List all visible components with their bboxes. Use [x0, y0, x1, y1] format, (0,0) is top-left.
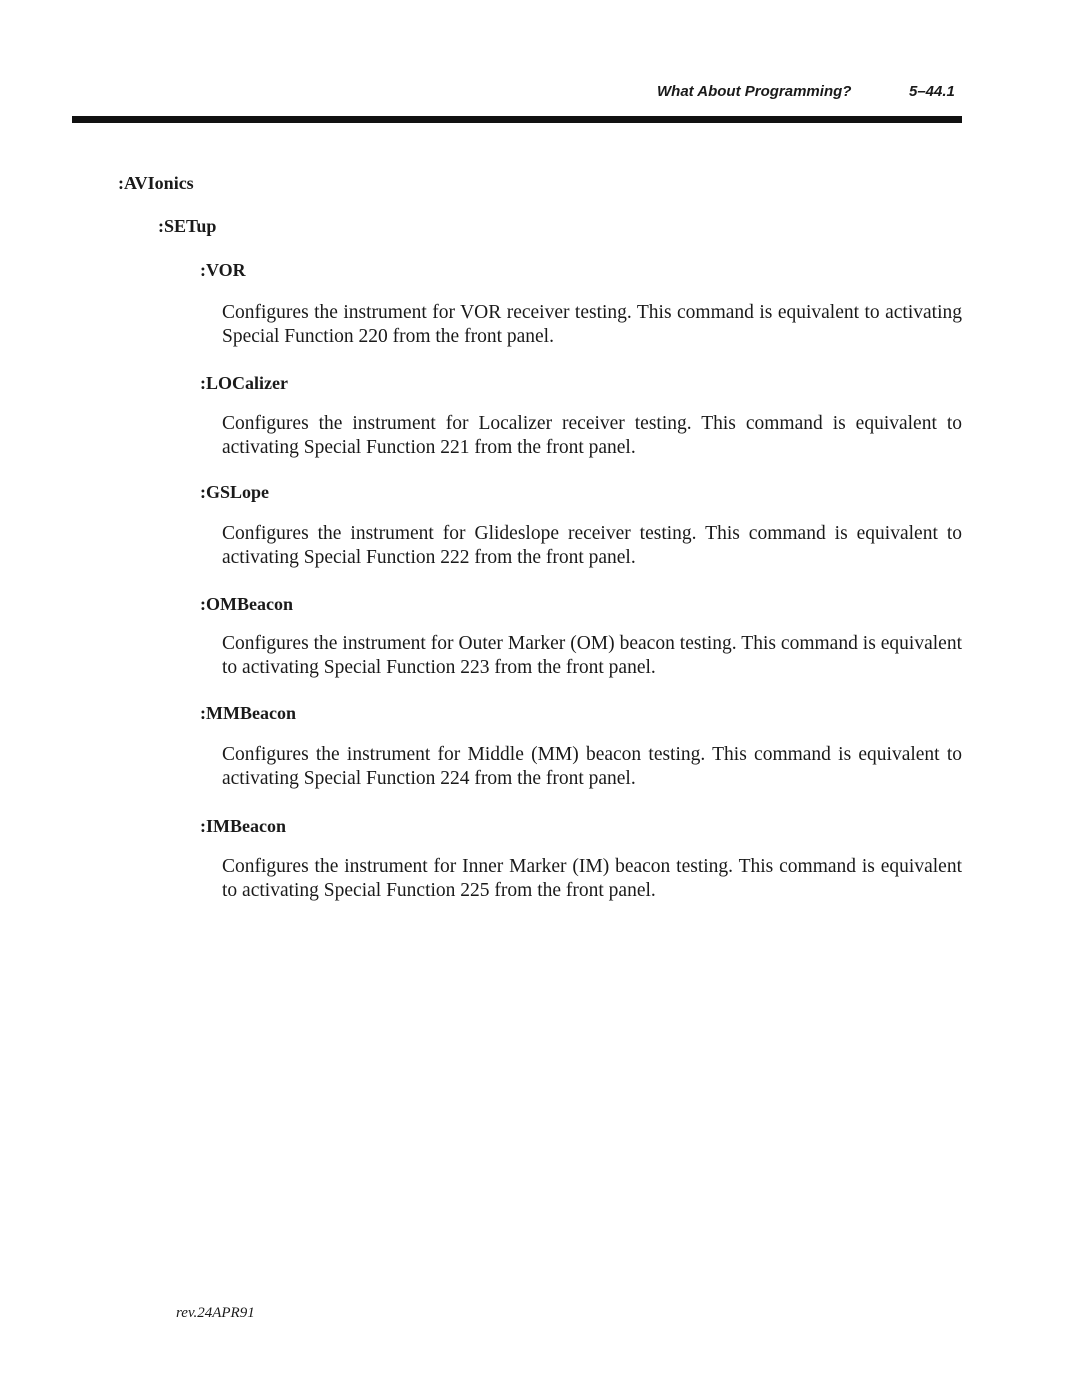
- command-vor-description: Configures the instrument for VOR receiver testing. This command is equivalent to activating Special Function 220 from the front panel.: [222, 302, 962, 347]
- command-ombeacon-name: :OMBeacon: [200, 594, 293, 614]
- command-vor-name: :VOR: [200, 260, 246, 280]
- heading-avionics: :AVIonics: [118, 173, 194, 193]
- command-mmbeacon-name: :MMBeacon: [200, 703, 296, 723]
- command-imbeacon-description: Configures the instrument for Inner Marker (IM) beacon testing. This command is equivalent to activating Special Function 225 from the front panel.: [222, 856, 962, 901]
- command-gslope-name: :GSLope: [200, 482, 270, 502]
- header-page-number: 5–44.1: [909, 83, 955, 100]
- command-mmbeacon-description: Configures the instrument for Middle (MM) beacon testing. This command is equivalent to activating Special Function 224 from the front panel.: [222, 744, 962, 789]
- command-ombeacon-description: Configures the instrument for Outer Marker (OM) beacon testing. This command is equivalent to activating Special Function 223 from the front panel.: [222, 633, 962, 678]
- heading-setup: :SETup: [158, 216, 217, 236]
- revision-footer: rev.24APR91: [176, 1305, 255, 1321]
- command-gslope-description: Configures the instrument for Glideslope receiver testing. This command is equivalent to activating Special Function 222 from the front panel.: [222, 523, 962, 568]
- page-header: [560, 80, 962, 104]
- header-section-title: What About Programming?: [657, 83, 852, 100]
- command-imbeacon-name: :IMBeacon: [200, 816, 286, 836]
- command-localizer-name: :LOCalizer: [200, 373, 288, 393]
- header-rule: [72, 116, 962, 123]
- command-localizer-description: Configures the instrument for Localizer receiver testing. This command is equivalent to activating Special Function 221 from the front panel.: [222, 413, 962, 458]
